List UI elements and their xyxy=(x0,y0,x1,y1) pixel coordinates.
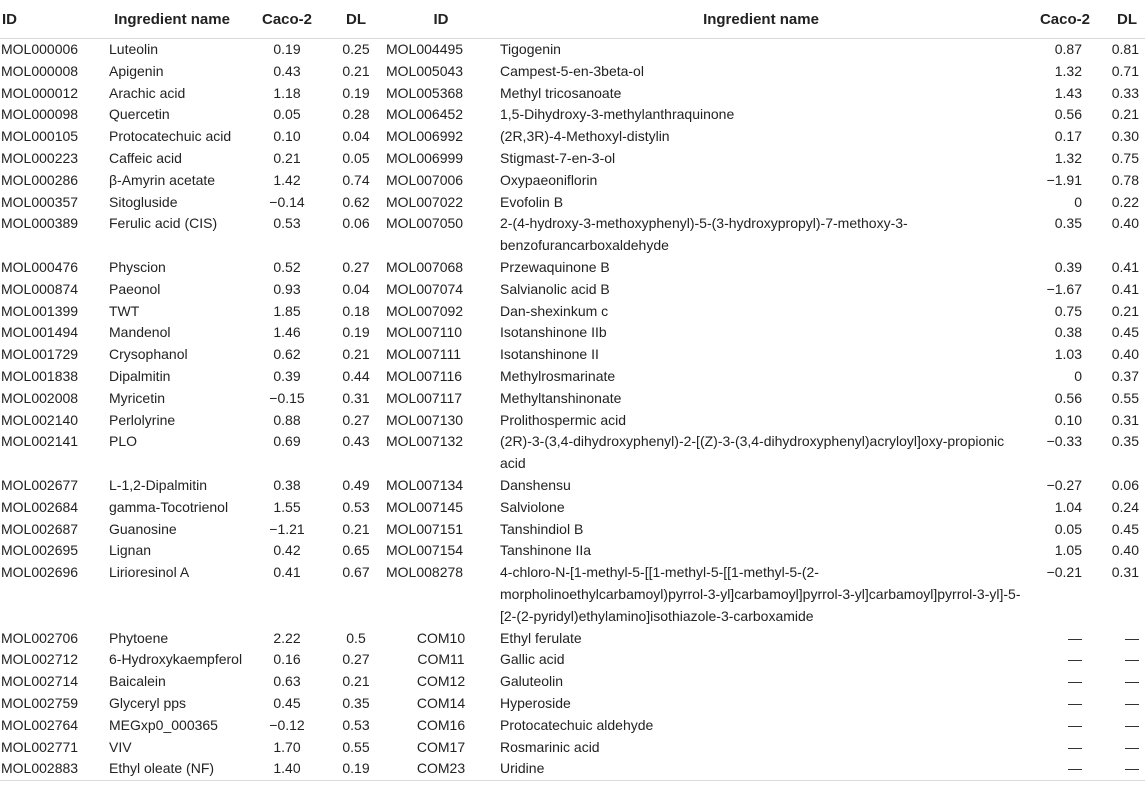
cell-id-right: MOL007068 xyxy=(386,258,464,275)
cell-name-right: Tanshinone IIa xyxy=(500,542,592,559)
cell-caco-left: 0.21 xyxy=(273,149,301,166)
cell-id-right: MOL007022 xyxy=(386,193,464,210)
cell-caco-left: 0.63 xyxy=(273,673,301,690)
table-row xyxy=(0,39,1145,61)
cell-name-left: Sitogluside xyxy=(109,193,178,210)
cell-dl-left: 0.19 xyxy=(326,758,386,780)
cell-name-left: Mandenol xyxy=(109,324,171,341)
cell-id-right: MOL007134 xyxy=(386,476,464,493)
cell-caco-left: 1.42 xyxy=(273,171,301,188)
cell-id-left: MOL000874 xyxy=(1,280,79,297)
cell-name-right: Tanshindiol B xyxy=(500,520,584,537)
cell-dl-right: 0.31 xyxy=(1111,564,1139,581)
cell-caco-right: 1.05 xyxy=(1054,542,1082,559)
cell-name-left: Arachic acid xyxy=(109,84,186,101)
cell-dl-right: 0.40 xyxy=(1111,542,1139,559)
cell-name-left: Dipalmitin xyxy=(109,367,171,384)
cell-dl-left: 0.21 xyxy=(342,346,370,363)
cell-caco-left: 1.46 xyxy=(273,324,301,341)
cell-id-right: MOL007050 xyxy=(386,215,464,232)
cell-dl-left: 0.27 xyxy=(342,411,370,428)
table-row xyxy=(0,671,1145,693)
cell-id-right: MOL007130 xyxy=(386,411,464,428)
cell-caco-left: 1.18 xyxy=(273,84,301,101)
cell-name-right: Salviolone xyxy=(500,498,565,515)
header-id-left: ID xyxy=(0,0,96,39)
table-row xyxy=(0,344,1145,366)
cell-caco-left: 1.55 xyxy=(273,498,301,515)
cell-id-left: MOL000006 xyxy=(1,41,79,57)
cell-name-right: Isotanshinone II xyxy=(500,346,599,363)
cell-dl-left: 0.04 xyxy=(342,280,370,297)
cell-dl-right: 0.40 xyxy=(1111,215,1139,232)
cell-name-right: Campest-5-en-3beta-ol xyxy=(500,62,644,79)
cell-id-left: MOL002696 xyxy=(1,564,79,581)
cell-caco-left: 0.39 xyxy=(273,367,301,384)
cell-caco-left: −1.21 xyxy=(269,520,305,537)
cell-id-left: MOL001729 xyxy=(1,346,79,363)
cell-name-left: Quercetin xyxy=(109,106,170,123)
cell-dl-left: 0.05 xyxy=(342,149,370,166)
cell-id-right: COM10 xyxy=(416,629,466,646)
cell-id-right: MOL007111 xyxy=(386,346,461,363)
cell-name-left: Caffeic acid xyxy=(109,149,182,166)
cell-caco-left: 0.19 xyxy=(273,41,301,57)
cell-dl-right: — xyxy=(1125,651,1139,668)
cell-dl-left: 0.19 xyxy=(342,84,370,101)
cell-name-left: Apigenin xyxy=(109,62,164,79)
cell-id-left: MOL002706 xyxy=(1,629,79,646)
cell-id-left: MOL002695 xyxy=(1,542,79,559)
cell-dl-left: 0.28 xyxy=(342,106,370,123)
table-row xyxy=(0,758,1145,780)
cell-dl-right: 0.37 xyxy=(1111,367,1139,384)
cell-caco-right: — xyxy=(1068,716,1082,733)
cell-dl-right: 0.41 xyxy=(1111,258,1139,275)
cell-dl-right: 0.31 xyxy=(1111,411,1139,428)
cell-dl-right: 0.21 xyxy=(1111,302,1139,319)
cell-id-right: MOL004495 xyxy=(386,41,464,57)
cell-dl-right: 0.22 xyxy=(1111,193,1139,210)
cell-caco-right: 0.87 xyxy=(1054,41,1082,57)
table-row xyxy=(0,519,1145,541)
cell-dl-right: — xyxy=(1098,758,1145,780)
cell-id-left: MOL002140 xyxy=(1,411,79,428)
table-row xyxy=(0,562,1145,627)
cell-name-right: Rosmarinic acid xyxy=(500,738,600,755)
cell-dl-left: 0.21 xyxy=(342,673,370,690)
cell-dl-left: 0.62 xyxy=(342,193,370,210)
cell-name-left: Perlolyrine xyxy=(109,411,176,428)
cell-dl-left: 0.31 xyxy=(342,389,370,406)
cell-name-left: VIV xyxy=(109,738,132,755)
cell-id-left: MOL002008 xyxy=(1,389,79,406)
cell-name-left: Glyceryl pps xyxy=(109,694,187,711)
cell-dl-right: 0.41 xyxy=(1111,280,1139,297)
cell-dl-right: — xyxy=(1125,694,1139,711)
cell-name-left: Baicalein xyxy=(109,673,166,690)
cell-caco-right: — xyxy=(1068,738,1082,755)
cell-dl-right: — xyxy=(1125,673,1139,690)
cell-dl-left: 0.27 xyxy=(342,258,370,275)
cell-dl-left: 0.43 xyxy=(342,433,370,450)
cell-caco-left: 1.40 xyxy=(248,758,326,780)
header-name-right: Ingredient name xyxy=(496,0,1026,39)
cell-id-left: MOL000012 xyxy=(1,84,79,101)
cell-caco-right: 0.05 xyxy=(1054,520,1082,537)
cell-caco-left: 0.05 xyxy=(273,106,301,123)
table-row xyxy=(0,170,1145,192)
cell-dl-right: — xyxy=(1125,716,1139,733)
cell-name-right: Dan-shexinkum c xyxy=(500,302,609,319)
cell-dl-right: — xyxy=(1125,738,1139,755)
cell-id-right: COM12 xyxy=(416,673,466,690)
cell-id-left: MOL002714 xyxy=(1,673,79,690)
table-row xyxy=(0,715,1145,737)
table-row xyxy=(0,322,1145,344)
cell-name-left: Protocatechuic acid xyxy=(109,128,232,145)
cell-caco-right: −0.21 xyxy=(1046,564,1082,581)
cell-caco-left: 0.62 xyxy=(273,346,301,363)
cell-caco-right: 0.56 xyxy=(1054,106,1082,123)
table-row xyxy=(0,431,1145,475)
cell-caco-left: 2.22 xyxy=(273,629,301,646)
cell-name-left: TWT xyxy=(109,302,140,319)
cell-name-left: Myricetin xyxy=(109,389,166,406)
cell-dl-right: 0.45 xyxy=(1111,520,1139,537)
cell-dl-right: 0.81 xyxy=(1111,41,1139,57)
cell-name-right: Ethyl ferulate xyxy=(500,629,582,646)
cell-name-left: Ethyl oleate (NF) xyxy=(96,758,248,780)
header-dl-right: DL xyxy=(1098,0,1145,39)
cell-name-right: Methyl tricosanoate xyxy=(500,84,622,101)
cell-caco-left: 0.41 xyxy=(273,564,301,581)
cell-caco-right: — xyxy=(1068,629,1082,646)
cell-dl-left: 0.25 xyxy=(342,41,370,57)
cell-caco-left: −0.12 xyxy=(269,716,305,733)
header-row xyxy=(0,0,1145,39)
header-caco-left: Caco-2 xyxy=(248,0,326,39)
table-header xyxy=(0,0,1145,39)
cell-name-left: Crysophanol xyxy=(109,346,188,363)
cell-name-left: Lirioresinol A xyxy=(109,564,190,581)
cell-name-right: Danshensu xyxy=(500,476,571,493)
header-name-left: Ingredient name xyxy=(96,0,248,39)
header-caco-right: Caco-2 xyxy=(1026,0,1098,39)
cell-id-left: MOL000286 xyxy=(1,171,79,188)
cell-name-right: Przewaquinone B xyxy=(500,258,610,275)
cell-caco-left: −0.15 xyxy=(269,389,305,406)
table-row xyxy=(0,257,1145,279)
cell-caco-right: −1.67 xyxy=(1046,280,1082,297)
cell-name-left: L-1,2-Dipalmitin xyxy=(109,476,208,493)
cell-caco-right: — xyxy=(1068,651,1082,668)
cell-dl-left: 0.67 xyxy=(342,564,370,581)
cell-name-right: Galuteolin xyxy=(500,673,564,690)
cell-caco-right: 0.39 xyxy=(1054,258,1082,275)
cell-dl-right: 0.06 xyxy=(1111,476,1139,493)
cell-id-right: MOL008278 xyxy=(386,564,464,581)
cell-id-left: MOL001494 xyxy=(1,324,79,341)
cell-name-right: Stigmast-7-en-3-ol xyxy=(500,149,616,166)
cell-id-left: MOL002677 xyxy=(1,476,79,493)
cell-id-right: COM14 xyxy=(416,694,466,711)
table-row xyxy=(0,366,1145,388)
cell-dl-left: 0.55 xyxy=(342,738,370,755)
cell-id-left: MOL002771 xyxy=(1,738,79,755)
table-row xyxy=(0,540,1145,562)
cell-caco-right: 0.38 xyxy=(1054,324,1082,341)
cell-dl-left: 0.53 xyxy=(342,716,370,733)
cell-name-left: gamma-Tocotrienol xyxy=(109,498,229,515)
cell-caco-left: 0.10 xyxy=(273,128,301,145)
cell-caco-right: 1.32 xyxy=(1054,149,1082,166)
cell-dl-right: 0.45 xyxy=(1111,324,1139,341)
cell-id-right: COM16 xyxy=(416,716,466,733)
cell-id-left: MOL002684 xyxy=(1,498,79,515)
cell-id-left: MOL001838 xyxy=(1,367,79,384)
cell-id-left: MOL002141 xyxy=(1,433,79,450)
cell-name-right: Oxypaeoniflorin xyxy=(500,171,598,188)
cell-id-left: MOL002759 xyxy=(1,694,79,711)
cell-name-left: Physcion xyxy=(109,258,166,275)
cell-name-right: Isotanshinone IIb xyxy=(500,324,607,341)
cell-name-left: Guanosine xyxy=(109,520,177,537)
cell-id-left: MOL002712 xyxy=(1,651,79,668)
header-dl-left: DL xyxy=(326,0,386,39)
cell-dl-right: 0.21 xyxy=(1111,106,1139,123)
cell-dl-right: 0.75 xyxy=(1111,149,1139,166)
table-row xyxy=(0,737,1145,759)
cell-caco-left: 0.16 xyxy=(273,651,301,668)
cell-name-left: 6-Hydroxykaempferol xyxy=(109,651,243,668)
cell-id-right: MOL007132 xyxy=(386,433,464,450)
cell-id-left: MOL000357 xyxy=(1,193,79,210)
cell-id-left: MOL002883 xyxy=(0,758,96,780)
cell-dl-right: 0.35 xyxy=(1111,433,1139,450)
table-body xyxy=(0,39,1145,781)
cell-id-right: MOL006999 xyxy=(386,149,464,166)
cell-caco-right: 1.32 xyxy=(1054,62,1082,79)
table-row xyxy=(0,213,1145,257)
cell-name-right: (2R)-3-(3,4-dihydroxyphenyl)-2-[(Z)-3-(3,4-dihydroxyphenyl)acryloyl]oxy-propionic acid xyxy=(500,433,1005,472)
cell-id-left: MOL000476 xyxy=(1,258,79,275)
cell-caco-left: 0.88 xyxy=(273,411,301,428)
cell-name-left: Ferulic acid (CIS) xyxy=(109,215,218,232)
table-row xyxy=(0,192,1145,214)
cell-caco-right: 0 xyxy=(1074,367,1082,384)
table-row xyxy=(0,475,1145,497)
cell-caco-right: 0.56 xyxy=(1054,389,1082,406)
cell-name-left: Luteolin xyxy=(109,41,159,57)
table-row xyxy=(0,410,1145,432)
cell-name-left: Paeonol xyxy=(109,280,161,297)
cell-id-left: MOL000098 xyxy=(1,106,79,123)
table-row xyxy=(0,83,1145,105)
cell-id-right: MOL006452 xyxy=(386,106,464,123)
table-row xyxy=(0,628,1145,650)
cell-dl-left: 0.18 xyxy=(342,302,370,319)
cell-caco-left: 0.45 xyxy=(273,694,301,711)
cell-caco-left: 0.42 xyxy=(273,542,301,559)
cell-caco-left: 0.69 xyxy=(273,433,301,450)
cell-caco-right: 0 xyxy=(1074,193,1082,210)
cell-dl-left: 0.74 xyxy=(342,171,370,188)
cell-id-right: COM17 xyxy=(416,738,466,755)
cell-caco-right: 1.03 xyxy=(1054,346,1082,363)
cell-caco-right: −1.91 xyxy=(1046,171,1082,188)
cell-name-right: Uridine xyxy=(496,758,1026,780)
cell-dl-left: 0.06 xyxy=(342,215,370,232)
cell-caco-right: — xyxy=(1068,673,1082,690)
cell-caco-left: 0.93 xyxy=(273,280,301,297)
cell-name-right: Salvianolic acid B xyxy=(500,280,610,297)
cell-dl-right: 0.55 xyxy=(1111,389,1139,406)
table-row xyxy=(0,148,1145,170)
cell-dl-right: 0.33 xyxy=(1111,84,1139,101)
cell-caco-left: −0.14 xyxy=(269,193,305,210)
cell-id-right: MOL007006 xyxy=(386,171,464,188)
cell-dl-left: 0.44 xyxy=(342,367,370,384)
cell-dl-left: 0.21 xyxy=(342,520,370,537)
cell-name-left: PLO xyxy=(109,433,138,450)
cell-id-left: MOL002764 xyxy=(1,716,79,733)
cell-caco-left: 0.43 xyxy=(273,62,301,79)
cell-caco-left: 0.52 xyxy=(273,258,301,275)
cell-dl-left: 0.65 xyxy=(342,542,370,559)
cell-name-right: Hyperoside xyxy=(500,694,571,711)
cell-caco-right: 1.43 xyxy=(1054,84,1082,101)
cell-id-left: MOL001399 xyxy=(1,302,79,319)
table-row xyxy=(0,388,1145,410)
cell-caco-left: 0.53 xyxy=(273,215,301,232)
cell-id-right: COM23 xyxy=(386,758,496,780)
cell-id-right: MOL006992 xyxy=(386,128,464,145)
cell-name-right: Methylrosmarinate xyxy=(500,367,616,384)
cell-id-right: MOL007145 xyxy=(386,498,464,515)
cell-caco-left: 1.85 xyxy=(273,302,301,319)
cell-name-right: (2R,3R)-4-Methoxyl-distylin xyxy=(500,128,670,145)
cell-dl-left: 0.21 xyxy=(342,62,370,79)
table-row xyxy=(0,497,1145,519)
table-row xyxy=(0,279,1145,301)
table-row xyxy=(0,104,1145,126)
table-row xyxy=(0,649,1145,671)
cell-id-right: MOL007154 xyxy=(386,542,464,559)
cell-dl-left: 0.53 xyxy=(342,498,370,515)
cell-id-right: MOL007116 xyxy=(386,367,463,384)
cell-caco-right: −0.27 xyxy=(1046,476,1082,493)
cell-name-right: Tigogenin xyxy=(500,41,561,57)
cell-dl-right: 0.71 xyxy=(1111,62,1139,79)
cell-name-left: MEGxp0_000365 xyxy=(109,716,218,733)
cell-name-right: Gallic acid xyxy=(500,651,565,668)
cell-dl-right: — xyxy=(1125,629,1139,646)
cell-name-left: Phytoene xyxy=(109,629,169,646)
cell-id-left: MOL000105 xyxy=(1,128,79,145)
table-row xyxy=(0,693,1145,715)
header-id-right: ID xyxy=(386,0,496,39)
cell-id-left: MOL000389 xyxy=(1,215,79,232)
cell-dl-left: 0.5 xyxy=(346,629,366,646)
cell-name-right: Protocatechuic aldehyde xyxy=(500,716,654,733)
cell-id-right: MOL005368 xyxy=(386,84,464,101)
cell-dl-right: 0.30 xyxy=(1111,128,1139,145)
cell-id-left: MOL000223 xyxy=(1,149,79,166)
cell-id-right: MOL005043 xyxy=(386,62,464,79)
cell-caco-right: 1.04 xyxy=(1054,498,1082,515)
cell-name-right: Prolithospermic acid xyxy=(500,411,627,428)
cell-id-right: MOL007092 xyxy=(386,302,464,319)
cell-name-right: Methyltanshinonate xyxy=(500,389,622,406)
cell-caco-left: 0.38 xyxy=(273,476,301,493)
table-row xyxy=(0,126,1145,148)
cell-dl-right: 0.24 xyxy=(1111,498,1139,515)
cell-id-right: MOL007151 xyxy=(386,520,464,537)
cell-name-right: 4-chloro-N-[1-methyl-5-[[1-methyl-5-[[1-methyl-5-(2-morpholinoethylcarbamoyl)pyrrol-3-yl]carbamoyl]pyrrol-3-yl]carbamoyl]pyrrol-3-yl]-5-[2-(2-pyridyl)ethylamino]isothiazole-3-carboxamide xyxy=(500,564,1021,624)
cell-name-right: 2-(4-hydroxy-3-methoxyphenyl)-5-(3-hydroxypropyl)-7-methoxy-3-benzofurancarboxaldehyde xyxy=(500,215,908,254)
cell-name-right: Evofolin B xyxy=(500,193,564,210)
cell-dl-left: 0.19 xyxy=(342,324,370,341)
cell-name-left: Lignan xyxy=(109,542,152,559)
cell-dl-left: 0.35 xyxy=(342,694,370,711)
cell-id-left: MOL002687 xyxy=(1,520,79,537)
cell-caco-right: 0.10 xyxy=(1054,411,1082,428)
cell-caco-left: 1.70 xyxy=(273,738,301,755)
cell-caco-right: — xyxy=(1068,694,1082,711)
table-row xyxy=(0,61,1145,83)
cell-id-left: MOL000008 xyxy=(1,62,79,79)
cell-caco-right: 0.35 xyxy=(1054,215,1082,232)
cell-dl-left: 0.49 xyxy=(342,476,370,493)
cell-dl-right: 0.40 xyxy=(1111,346,1139,363)
cell-id-right: MOL007117 xyxy=(386,389,463,406)
cell-caco-right: −0.33 xyxy=(1046,433,1082,450)
cell-name-left: β-Amyrin acetate xyxy=(109,171,216,188)
cell-dl-left: 0.04 xyxy=(342,128,370,145)
cell-dl-right: 0.78 xyxy=(1111,171,1139,188)
cell-caco-right: 0.75 xyxy=(1054,302,1082,319)
cell-id-right: COM11 xyxy=(417,651,465,668)
table-row xyxy=(0,301,1145,323)
cell-id-right: MOL007110 xyxy=(386,324,463,341)
cell-caco-right: 0.17 xyxy=(1054,128,1082,145)
cell-caco-right: — xyxy=(1026,758,1098,780)
cell-dl-left: 0.27 xyxy=(342,651,370,668)
cell-name-right: 1,5-Dihydroxy-3-methylanthraquinone xyxy=(500,106,735,123)
cell-id-right: MOL007074 xyxy=(386,280,464,297)
